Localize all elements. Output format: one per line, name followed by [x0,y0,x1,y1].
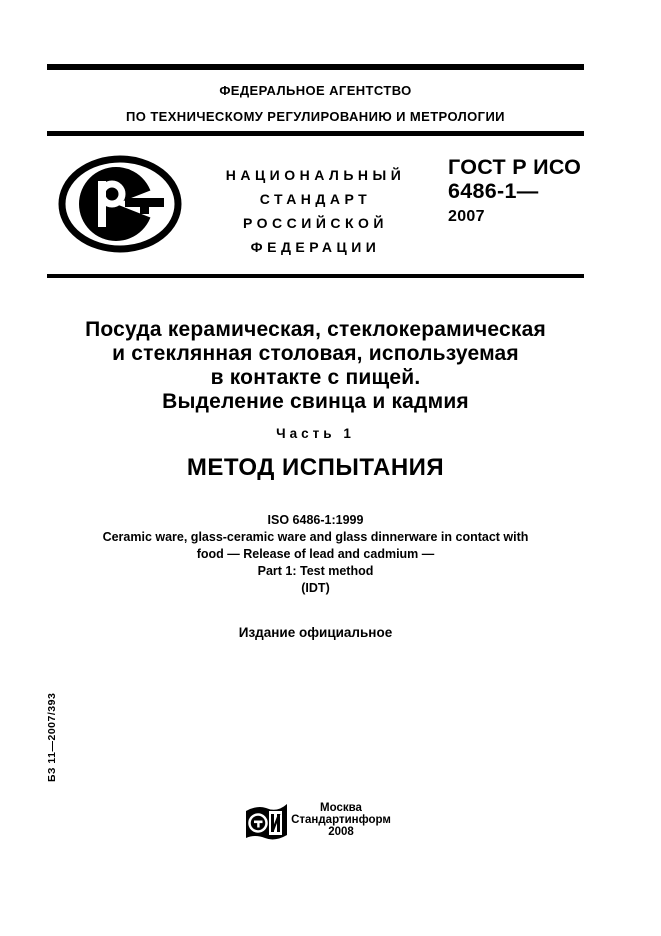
imprint-year: 2008 [328,826,354,838]
top-rule [47,64,584,70]
designation-year: 2007 [448,208,485,225]
standard-kind-line: РОССИЙСКОЙ [243,215,388,231]
standard-kind-line: ФЕДЕРАЦИИ [250,239,381,255]
title-line: Выделение свинца и кадмия [162,390,469,413]
agency-name-line1: ФЕДЕРАЛЬНОЕ АГЕНТСТВО [219,83,412,98]
standard-kind-line: НАЦИОНАЛЬНЫЙ [225,167,406,183]
edition-note: Издание официальное [238,625,393,640]
method-title: МЕТОД ИСПЫТАНИЯ [186,454,445,481]
side-registration-code: БЗ 11—2007/393 [46,692,58,782]
designation-line1: ГОСТ Р ИСО [448,155,582,179]
iso-reference-block [47,512,584,597]
title-line: и стеклянная столовая, используемая [112,342,519,365]
imprint-city: Москва [320,802,362,814]
iso-title-line: food — Release of lead and cadmium — [196,547,435,561]
designation-line2: 6486-1— [448,179,539,203]
imprint-publisher: Стандартинформ [291,814,391,826]
iso-title-line: Ceramic ware, glass-ceramic ware and glass dinnerware in contact with [102,530,529,544]
designation-rule [47,274,584,278]
iso-part-line: Part 1: Test method [257,564,374,578]
header-rule [47,131,584,136]
part-label: Часть 1 [276,426,355,441]
imprint-block [241,802,441,838]
agency-name-line2: ПО ТЕХНИЧЕСКОМУ РЕГУЛИРОВАНИЮ И МЕТРОЛОГИИ [126,109,505,124]
title-line: в контакте с пищей. [210,366,421,389]
iso-code: ISO 6486-1:1999 [267,513,364,527]
iso-idt-label: (IDT) [301,581,330,595]
standard-title-ru [47,318,584,414]
title-line: Посуда керамическая, стеклокерамическая [85,318,546,341]
standard-kind-line: СТАНДАРТ [259,191,372,207]
